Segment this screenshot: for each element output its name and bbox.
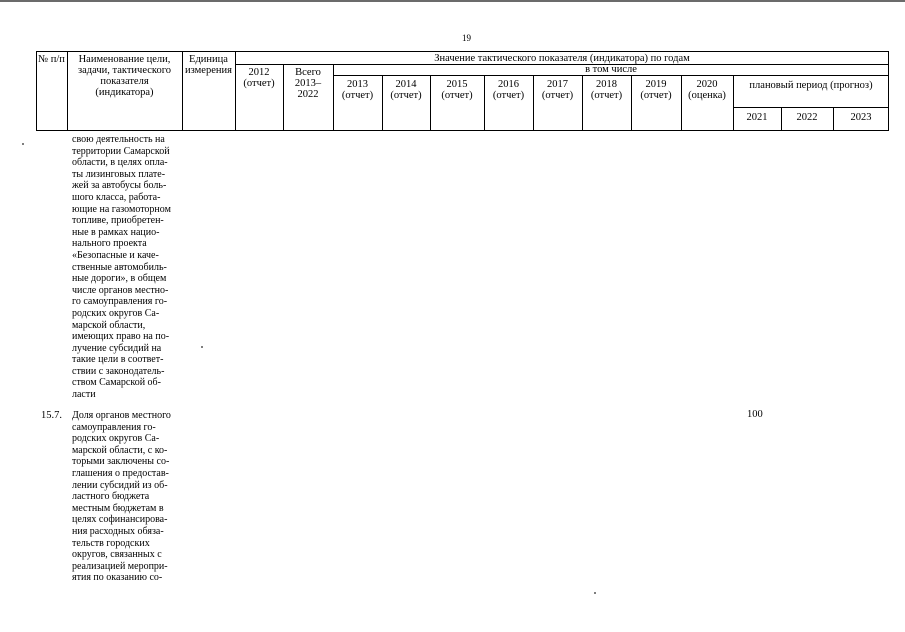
col-2016-header: 2016 (отчет) [492, 79, 525, 101]
col-2015-header: 2015 (отчет) [441, 79, 473, 101]
col-2021-header: 2021 [746, 112, 768, 123]
col-2014-header: 2014 (отчет) [390, 79, 422, 101]
col-number-header: № п/п [38, 54, 65, 65]
scan-speck [22, 143, 24, 145]
subgroup-title: в том числе [585, 64, 637, 75]
row-description: Доля органов местного самоуправления го- родских округов Са- марской области, с ко- торыми заключены со- глашения о предостав- лении субсидий из об- ластного бюджета местным бюджетам в целях софинансирова- ния расходных обяза- тельств городских округов, связанных с реализацией меропри- ятия по оказанию со- [72, 410, 171, 584]
col-2018-header: 2018 (отчет) [590, 79, 623, 101]
col-2013-header: 2013 (отчет) [341, 79, 374, 101]
col-2019-header: 2019 (отчет) [640, 79, 672, 101]
plan-title: плановый период (прогноз) [749, 80, 873, 91]
page-number: 19 [462, 33, 471, 43]
scan-speck [594, 592, 596, 594]
col-2020-header: 2020 (оценка) [688, 79, 726, 101]
header-top-border [36, 51, 889, 52]
plan-title-underline [733, 107, 889, 108]
row-number: 15.7. [41, 410, 62, 421]
continuation-text: свою деятельность на территории Самарской области, в целях опла- ты лизинговых плате- жей за автобусы боль- шого класса, работа- ющие на газомоторном топливе, приобретен- ные в рамках нацио- нального проекта «Безопасные и каче- ственные автомобиль- ные дороги», в общем числе органов местно- го самоуправления го- родских округов Са- марской области, имеющих право на по- лучение субсидий на такие цели в соответ- ствии с законодатель- ством Самарской об- ласти [72, 134, 171, 401]
header-bottom-border [36, 130, 889, 131]
table-header [36, 51, 889, 131]
group-title: Значение тактического показателя (индикатора) по годам [434, 53, 690, 64]
col-2017-header: 2017 (отчет) [541, 79, 574, 101]
col-unit-header: Единица измерения [185, 54, 232, 76]
col-name-header: Наименование цели, задачи, тактического показателя (индикатора) [77, 54, 172, 98]
col-2022-header: 2022 [796, 112, 818, 123]
subgroup-title-underline [333, 75, 889, 76]
col-2023-header: 2023 [850, 112, 872, 123]
scan-speck [201, 346, 203, 348]
value-2021: 100 [747, 409, 763, 420]
col-total-header: Всего 2013– 2022 [294, 67, 322, 100]
col-2012-header: 2012 (отчет) [243, 67, 275, 89]
scan-top-border [0, 0, 905, 2]
